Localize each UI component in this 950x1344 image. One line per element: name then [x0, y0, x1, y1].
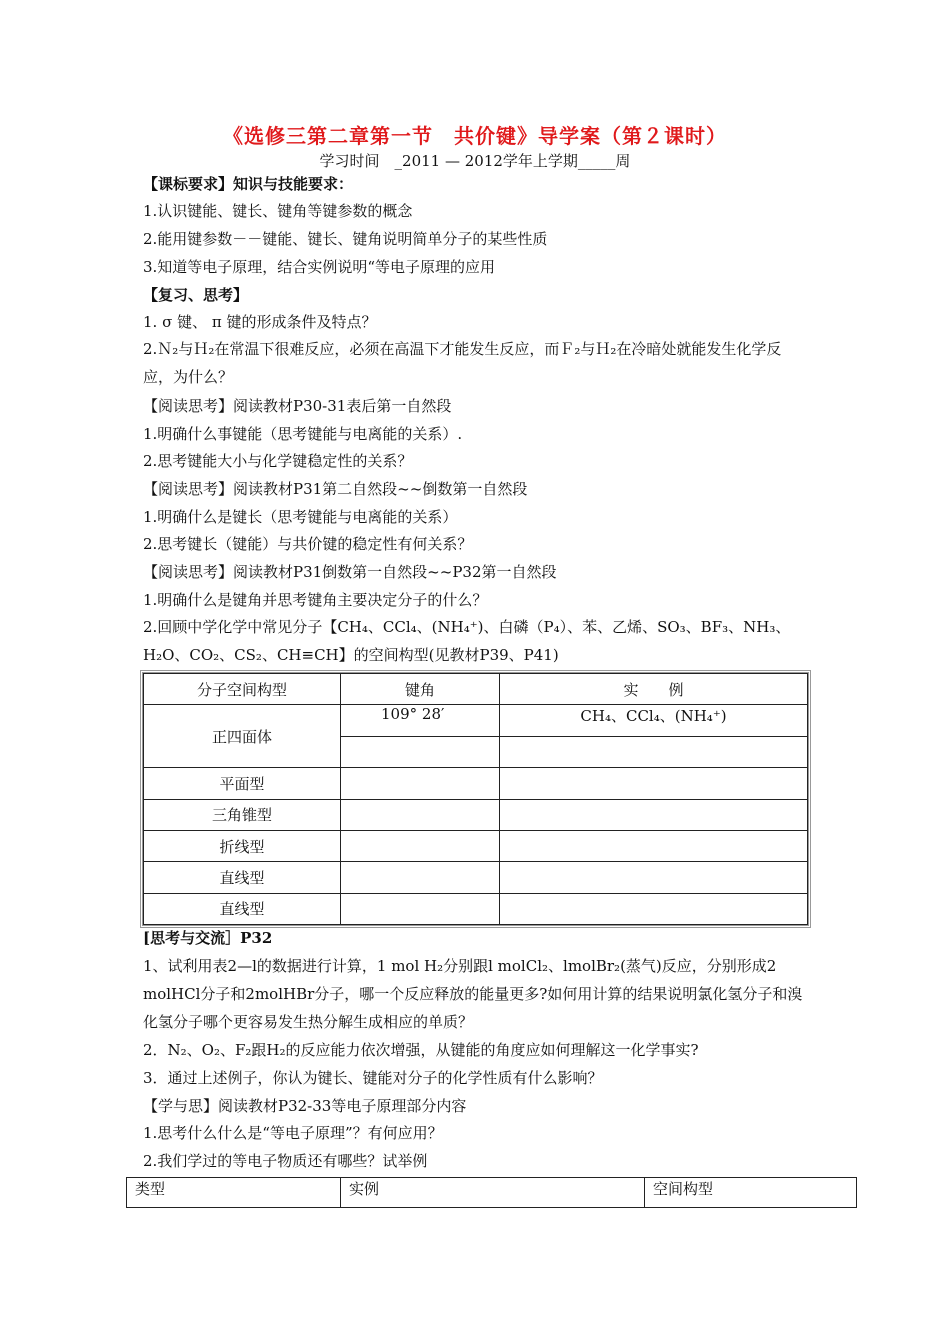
text-line: 【阅读思考】阅读教材P31第二自然段~~倒数第一自然段: [143, 480, 528, 498]
table-cell: 直线型: [144, 862, 341, 893]
table-cell: [341, 799, 500, 830]
table-header-row: [127, 1178, 857, 1208]
text-line: 1.明确什么事键能（思考键能与电离能的关系）.: [143, 425, 463, 443]
table-cell: [500, 830, 808, 861]
text-line: 1.认识键能、键长、键角等键参数的概念: [143, 202, 413, 220]
table-cell: [341, 893, 500, 924]
text-line: 1.思考什么什么是“等电子原理”？有何应用？: [143, 1124, 443, 1142]
isoelectronic-table: [126, 1177, 857, 1208]
table-row: [144, 830, 808, 861]
text-line: 3.知道等电子原理，结合实例说明“等电子原理的应用: [143, 258, 495, 276]
text-paragraph: 2.回顾中学化学中常见分子【CH₄、CCl₄、(NH₄⁺)、白磷（P₄）、苯、乙烯、SO₃、BF₃、NH₃、H₂O、CO₂、CS₂、CH≡CH】的空间构型(见教材P39、P41): [143, 618, 791, 664]
table-header-cell: 空间构型: [645, 1178, 857, 1208]
table-cell: 三角锥型: [144, 799, 341, 830]
text-paragraph: 1、试利用表2—l的数据进行计算，1 mol H₂分别跟l molCl₂、lmolBr₂(蒸气)反应，分别形成2 molHCl分子和2molHBr分子，哪一个反应释放的能量更多?如何用计算的结果说明氯化氢分子和溴化氢分子哪个更容易发生热分解生成相应的单质？: [143, 957, 803, 1031]
table-cell: 109° 28′: [341, 705, 500, 736]
text-line: 1.明确什么是键长（思考键能与电离能的关系）: [143, 508, 458, 526]
table-cell: [341, 862, 500, 893]
text-line: 2.思考键长（键能）与共价键的稳定性有何关系？: [143, 535, 473, 553]
table-cell: [500, 862, 808, 893]
table-header-row: [144, 674, 808, 705]
text-paragraph: 2.Ｎ₂与Ｈ₂在常温下很难反应，必须在高温下才能发生反应，而Ｆ₂与Ｈ₂在冷暗处就能发生化学反应，为什么？: [143, 340, 782, 386]
table-header-cell: 类型: [127, 1178, 341, 1208]
table-row: [144, 893, 808, 924]
table-row: [144, 705, 808, 736]
text-line: 1. σ 键、 π 键的形成条件及特点？: [143, 313, 377, 331]
page-subtitle: 学习时间 _2011 — 2012学年上学期_____周: [319, 152, 631, 170]
table-cell: [500, 768, 808, 799]
table-cell: [500, 736, 808, 767]
text-line: 2．N₂、O₂、F₂跟H₂的反应能力依次增强，从键能的角度应如何理解这一化学事实?: [143, 1041, 699, 1059]
table-row: [144, 768, 808, 799]
table-header-cell: 实 例: [500, 674, 808, 705]
table-header-cell: 键角: [341, 674, 500, 705]
table-header-cell: 分子空间构型: [144, 674, 341, 705]
text-line: 2.能用键参数－－键能、键长、键角说明简单分子的某些性质: [143, 230, 548, 248]
table-header-cell: 实例: [341, 1178, 645, 1208]
table-cell: 折线型: [144, 830, 341, 861]
section-heading-discussion: [思考与交流］P32: [143, 929, 273, 947]
page-title: 《选修三第二章第一节 共价键》导学案（第２课时）: [223, 124, 727, 148]
table-cell: [341, 736, 500, 767]
molecular-geometry-table: [143, 673, 808, 925]
table-cell: [500, 893, 808, 924]
text-line: 【学与思】阅读教材P32-33等电子原理部分内容: [143, 1097, 467, 1115]
table-cell: [341, 830, 500, 861]
table-cell: 正四面体: [144, 705, 341, 768]
table-cell: [341, 768, 500, 799]
text-line: 3．通过上述例子，你认为键长、键能对分子的化学性质有什么影响？: [143, 1069, 603, 1087]
text-line: 1.明确什么是键角并思考键角主要决定分子的什么？: [143, 591, 488, 609]
section-heading-standards: 【课标要求】知识与技能要求：: [143, 175, 354, 193]
table-cell: CH₄、CCl₄、(NH₄⁺): [500, 705, 808, 736]
table-row: [144, 799, 808, 830]
text-line: 2.思考键能大小与化学键稳定性的关系？: [143, 452, 413, 470]
table-cell: 直线型: [144, 893, 341, 924]
table-cell: 平面型: [144, 768, 341, 799]
text-line: 【阅读思考】阅读教材P31倒数第一自然段~~P32第一自然段: [143, 563, 557, 581]
text-line: 【阅读思考】阅读教材P30-31表后第一自然段: [143, 397, 452, 415]
table-row: [144, 862, 808, 893]
table-cell: [500, 799, 808, 830]
text-line: 2.我们学过的等电子物质还有哪些？试举例: [143, 1152, 428, 1170]
section-heading-review: 【复习、思考】: [143, 286, 249, 304]
